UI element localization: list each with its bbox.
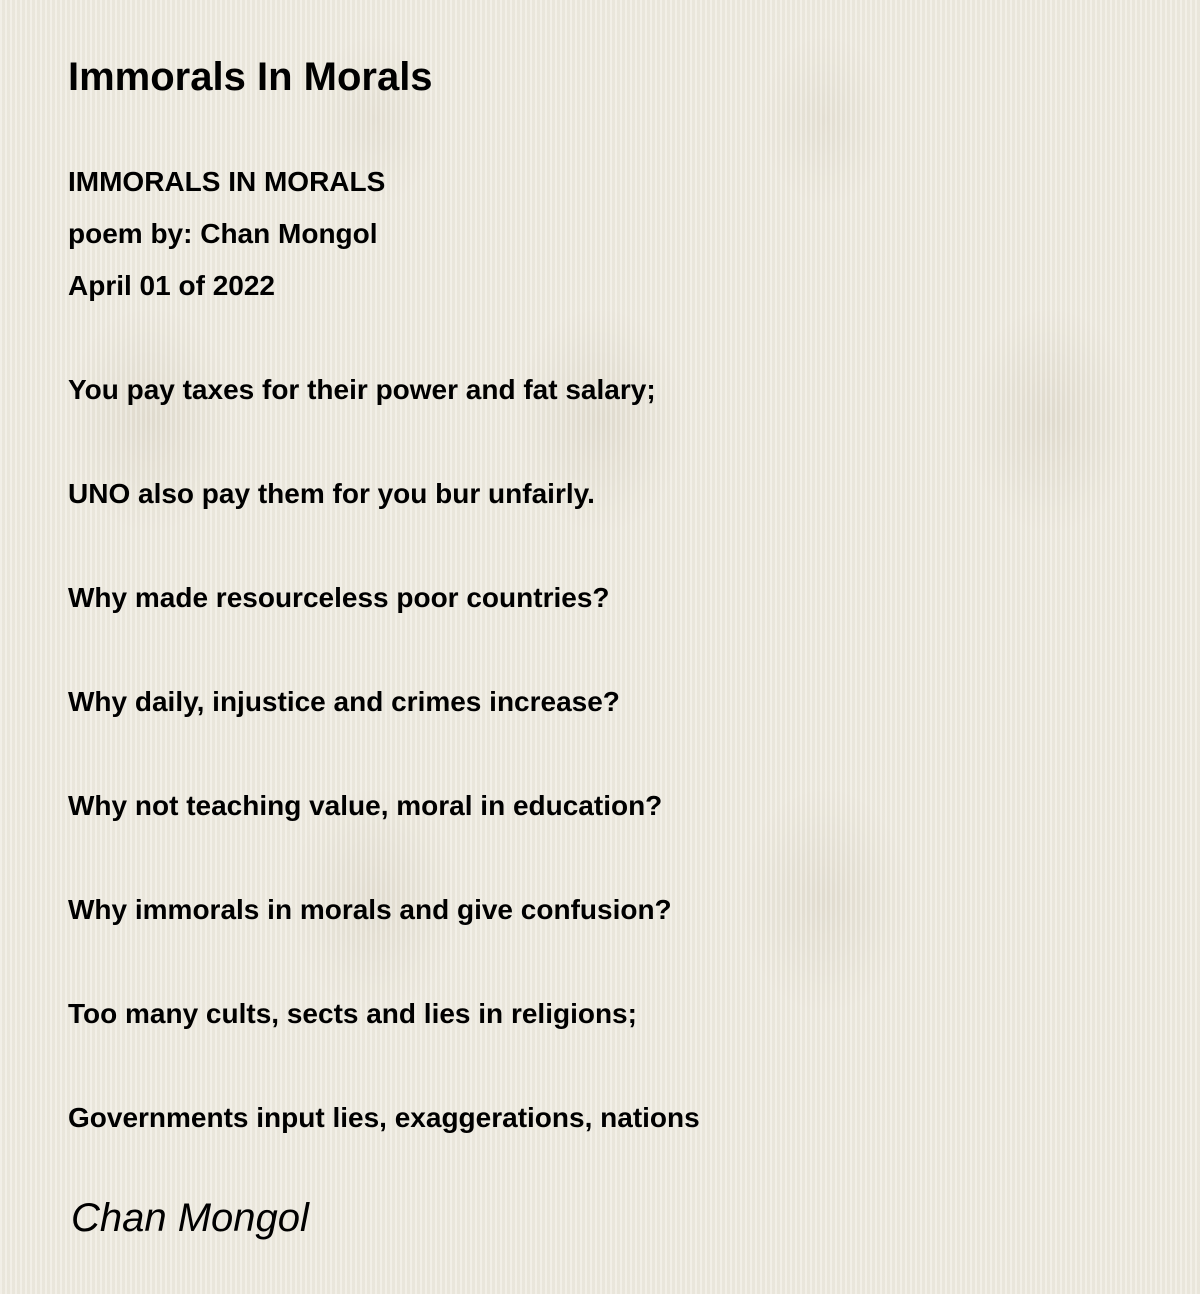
stanza-gap	[68, 832, 700, 884]
poem-date: April 01 of 2022	[68, 270, 275, 301]
author-signature: Chan Mongol	[71, 1196, 309, 1240]
poem-line: Too many cults, sects and lies in religions;	[68, 998, 637, 1029]
page-title: Immorals In Morals	[68, 55, 433, 99]
stanza-gap	[68, 624, 700, 676]
stanza-gap	[68, 728, 700, 780]
stanza-gap	[68, 520, 700, 572]
poem-byline: poem by: Chan Mongol	[68, 218, 378, 249]
poem-line: Why immorals in morals and give confusion?	[68, 894, 672, 925]
poem-line: Why not teaching value, moral in education?	[68, 790, 663, 821]
stanza-gap	[68, 312, 700, 364]
poem-line: Why daily, injustice and crimes increase?	[68, 686, 620, 717]
poem-line: You pay taxes for their power and fat salary;	[68, 374, 656, 405]
stanza-gap	[68, 936, 700, 988]
poem-body	[68, 156, 700, 1144]
poem-line: UNO also pay them for you bur unfairly.	[68, 478, 595, 509]
stanza-gap	[68, 1040, 700, 1092]
poem-line: Governments input lies, exaggerations, nations	[68, 1102, 700, 1133]
poem-heading: IMMORALS IN MORALS	[68, 166, 386, 197]
stanza-gap	[68, 416, 700, 468]
poem-line: Why made resourceless poor countries?	[68, 582, 610, 613]
